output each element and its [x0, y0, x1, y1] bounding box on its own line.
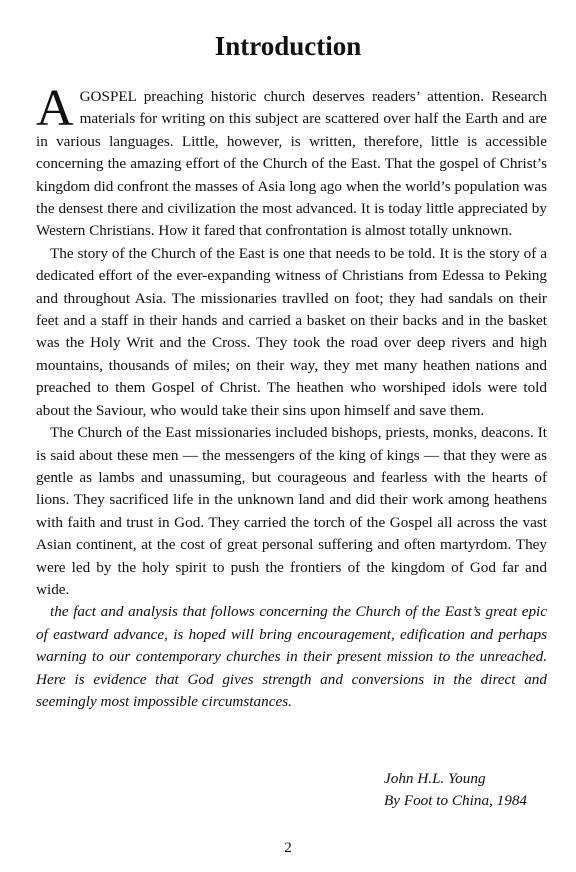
introduction-body — [36, 80, 547, 713]
paragraph-4: the fact and analysis that follows concerning the Church of the East’s great epic of eastward advance, is hoped will bring encouragement, edification and perhaps warning to our contemporary churches in their present mission to the unreached. Here is evidence that God gives strength and conversions in the direct and seemingly most impossible circumstances. — [36, 603, 547, 710]
signature-source: By Foot to China, 1984 — [384, 792, 528, 810]
page-number: 2 — [284, 839, 292, 856]
paragraph-1-text: GOSPEL preaching historic church deserves readers’ attention. Research materials for writing on this subject are scattered over half the Earth and are in various languages. Little, however, is written, therefore, little is accessible concerning the amazing effort of the Church of the East. That the gospel of Christ’s kingdom did confront the masses of Asia long ago when the world’s population was the densest there and civilization the most advanced. It is today little appreciated by Western Christians. How it fared that confrontation is almost totally unknown. — [36, 88, 547, 240]
drop-cap: A — [36, 80, 74, 137]
signature-author: John H.L. Young — [384, 770, 486, 787]
signature-block — [384, 768, 527, 813]
page-title: Introduction — [214, 31, 362, 62]
paragraph-1 — [36, 80, 547, 243]
paragraph-2: The story of the Church of the East is one that needs to be told. It is the story of a dedicated effort of the ever-expanding witness of Christians from Edessa to Peking and throughout Asia. The missionaries travlled on foot; they had sandals on their feet and a staff in their hands and carried a basket on their backs and in the basket was the Holy Writ and the Cross. They took the road over deep rivers and high mountains, thousands of miles; on their way, they met many heathen nations and preached to them Gospel of Christ. The heathen who worshiped idols were told about the Saviour, who would take their sins upon himself and save them. — [36, 244, 547, 419]
paragraph-3: The Church of the East missionaries included bishops, priests, monks, deacons. It is said about these men — the messengers of the king of kings — that they were as gentle as lambs and unassuming, but courageous and fearless with the hearts of lions. They sacrificed life in the unknown land and did their work among heathens with faith and trust in God. They carried the torch of the Gospel all across the vast Asian continent, at the cost of great personal suffering and often martyrdom. They were led by the holy spirit to push the frontiers of the kingdom of God far and wide. — [36, 424, 547, 598]
